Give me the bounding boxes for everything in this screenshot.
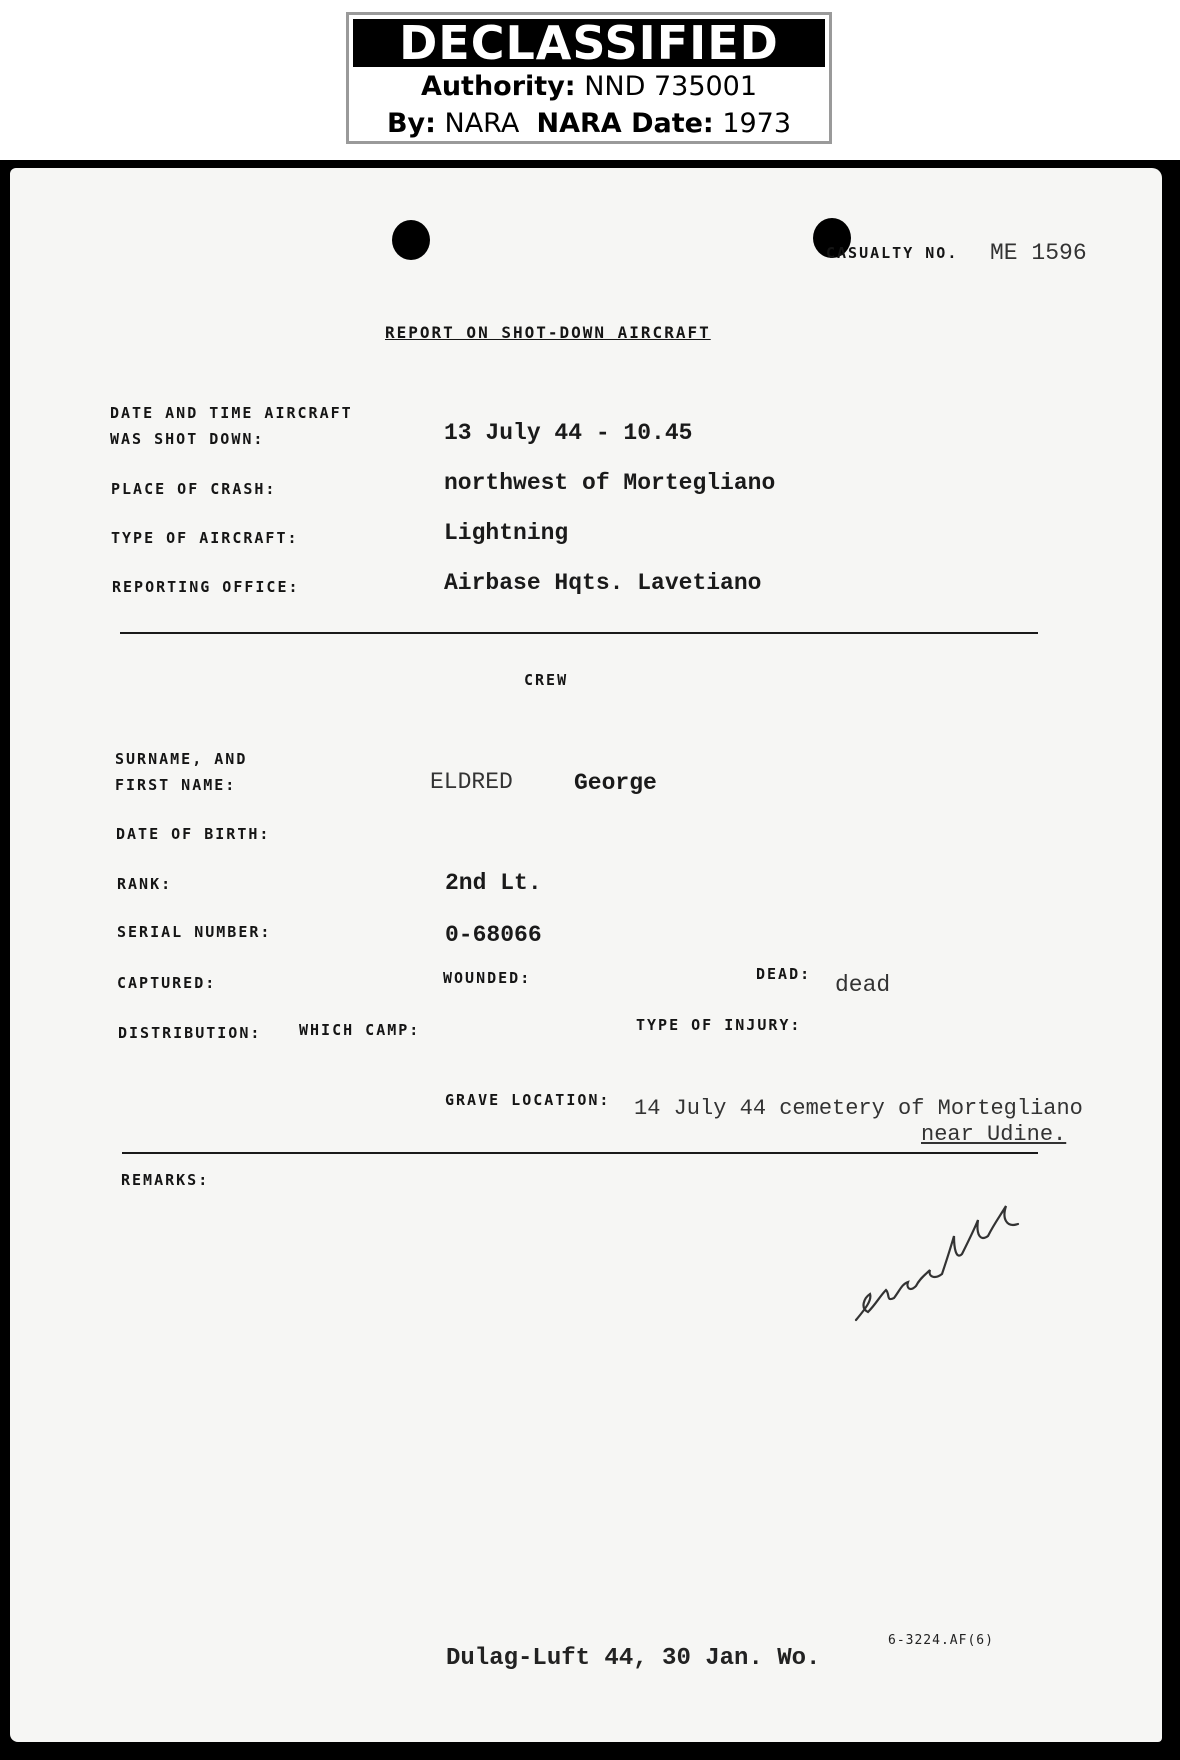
- stamp-date-value: 1973: [722, 108, 792, 139]
- stamp-authority-line: [349, 71, 829, 102]
- report-title: REPORT ON SHOT-DOWN AIRCRAFT: [385, 323, 711, 342]
- casualty-number-value: ME 1596: [990, 240, 1087, 266]
- date-of-birth-label: DATE OF BIRTH:: [116, 825, 271, 843]
- reporting-office-label: REPORTING OFFICE:: [112, 578, 300, 596]
- stamp-authority-value: NND 735001: [584, 71, 758, 102]
- distribution-label: DISTRIBUTION:: [118, 1024, 262, 1042]
- stamp-by-label: By:: [386, 108, 436, 139]
- dead-label: DEAD:: [756, 965, 812, 983]
- rank-label: RANK:: [117, 875, 173, 893]
- stamp-authority-label: Authority:: [420, 71, 576, 102]
- grave-location-value-line2: near Udine.: [921, 1122, 1067, 1147]
- punch-hole-left: [392, 220, 430, 260]
- form-code: 6-3224.AF(6): [888, 1633, 994, 1648]
- stamp-by-line: [349, 108, 829, 139]
- grave-location-value-line1: 14 July 44 cemetery of Mortegliano: [634, 1096, 1083, 1121]
- datetime-label-line1: DATE AND TIME AIRCRAFT: [110, 404, 353, 422]
- stamp-date-label: NARA Date:: [536, 108, 714, 139]
- aircraft-type-value: Lightning: [444, 520, 569, 546]
- stamp-by-value: NARA: [444, 108, 520, 139]
- type-of-injury-label: TYPE OF INJURY:: [636, 1016, 802, 1034]
- serial-number-value: 0-68066: [445, 922, 542, 948]
- place-of-crash-label: PLACE OF CRASH:: [111, 480, 277, 498]
- crew-heading: CREW: [524, 671, 569, 689]
- captured-label: CAPTURED:: [117, 974, 217, 992]
- grave-location-label: GRAVE LOCATION:: [445, 1091, 611, 1109]
- divider-line-top: [120, 632, 1038, 634]
- stamp-title: DECLASSIFIED: [353, 19, 825, 67]
- datetime-value: 13 July 44 - 10.45: [444, 420, 693, 446]
- handwritten-note-signature: [850, 1190, 1030, 1330]
- aircraft-type-label: TYPE OF AIRCRAFT:: [111, 529, 299, 547]
- name-label-line1: SURNAME, AND: [115, 750, 248, 768]
- wounded-label: WOUNDED:: [443, 969, 532, 987]
- name-label-line2: FIRST NAME:: [115, 776, 237, 794]
- which-camp-label: WHICH CAMP:: [299, 1021, 421, 1039]
- rank-value: 2nd Lt.: [445, 870, 542, 896]
- datetime-label-line2: WAS SHOT DOWN:: [110, 430, 265, 448]
- surname-value: ELDRED: [430, 769, 513, 795]
- serial-number-label: SERIAL NUMBER:: [117, 923, 272, 941]
- reporting-office-value: Airbase Hqts. Lavetiano: [444, 570, 762, 596]
- declassified-stamp: [346, 12, 832, 144]
- first-name-value: George: [574, 770, 657, 796]
- casualty-number-label: CASUALTY NO.: [826, 244, 959, 262]
- dead-value: dead: [835, 972, 891, 998]
- footer-source: Dulag-Luft 44, 30 Jan. Wo.: [446, 1645, 821, 1672]
- divider-line-bottom: [122, 1152, 1038, 1154]
- remarks-label: REMARKS:: [121, 1171, 210, 1189]
- place-of-crash-value: northwest of Mortegliano: [444, 470, 776, 496]
